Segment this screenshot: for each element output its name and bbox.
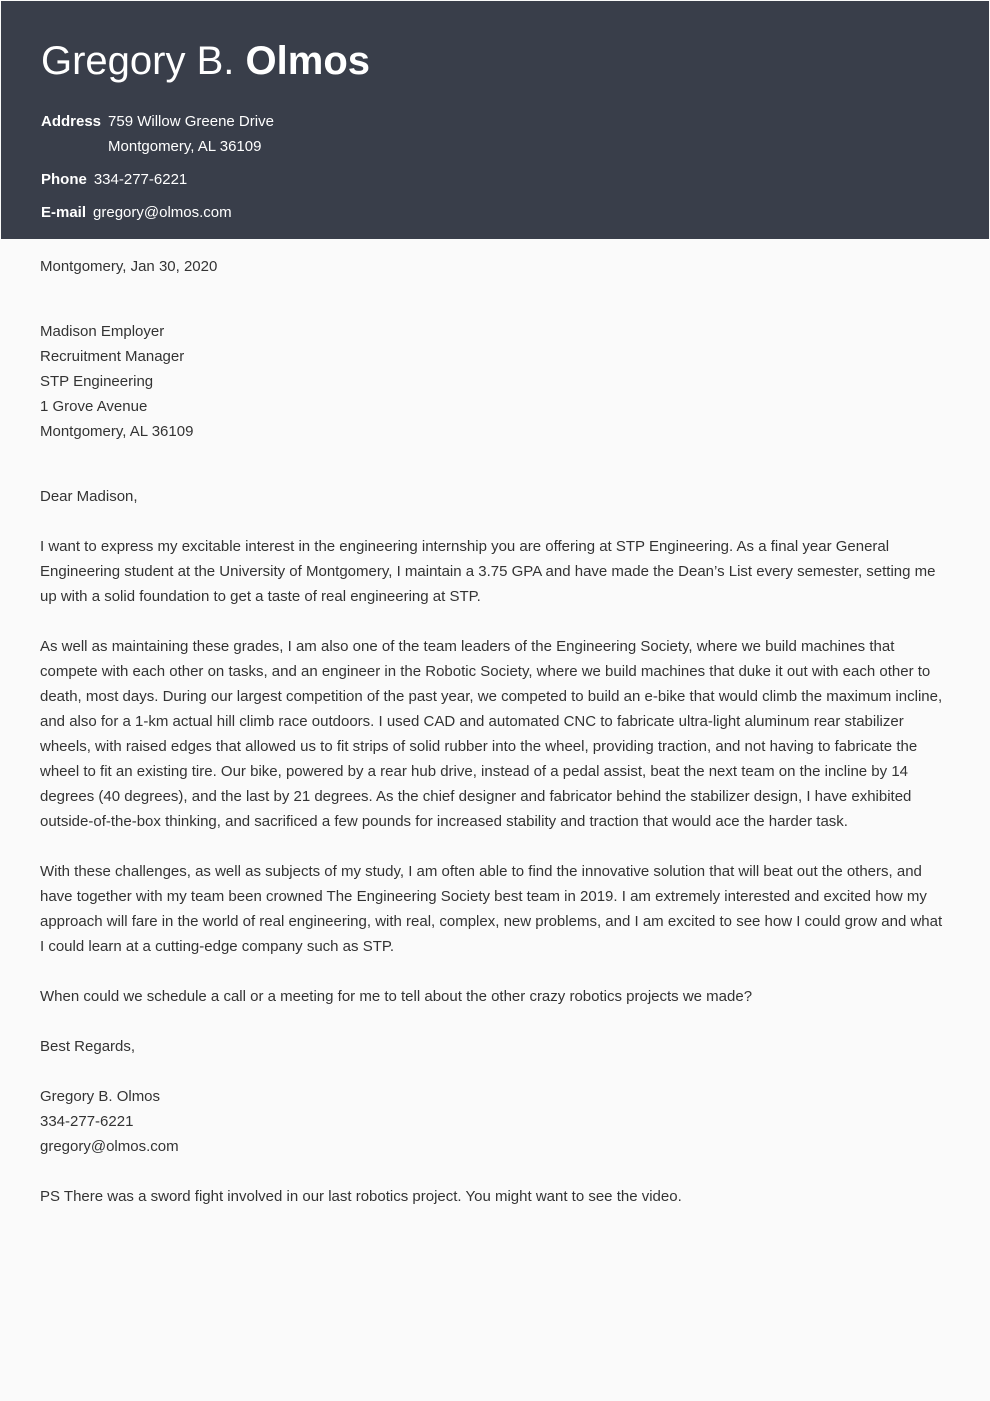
recipient-line: STP Engineering [40, 373, 154, 390]
salutation: Dear Madison, [40, 488, 138, 505]
postscript: PS There was a sword fight involved in our last robotics project. You might want to see the video. [40, 1188, 682, 1205]
email-label: E-mail [41, 204, 87, 221]
body-paragraph: When could we schedule a call or a meeting for me to tell about the other crazy robotics projects we made? [40, 988, 753, 1005]
signature-name: Gregory B. Olmos [40, 1088, 161, 1105]
phone-label: Phone [41, 171, 87, 188]
letter-date: Montgomery, Jan 30, 2020 [40, 258, 218, 275]
first-name: Gregory B. [41, 39, 235, 83]
signature-block [40, 1084, 950, 1159]
signature-email: gregory@olmos.com [40, 1138, 179, 1155]
recipient-line: Madison Employer [40, 323, 165, 340]
recipient-line: Recruitment Manager [40, 348, 185, 365]
address-line1: 759 Willow Greene Drive [108, 113, 274, 130]
phone-value: 334-277-6221 [93, 171, 188, 188]
recipient-block [40, 319, 950, 444]
recipient-line: Montgomery, AL 36109 [40, 423, 194, 440]
body-paragraph: With these challenges, as well as subjects of my study, I am often able to find the innovative solution that will beat out the others, and have together with my team been crowned The Engineering Society best team in 2019. I am extremely interested and excited how my approach will fare in the world of real engineering, with real, complex, new problems, and I am excited to see how I could grow and what I could learn at a cutting-edge company such as STP. [40, 863, 943, 955]
last-name: Olmos [245, 39, 371, 83]
closing: Best Regards, [40, 1038, 136, 1055]
address-line2: Montgomery, AL 36109 [108, 138, 262, 155]
body-paragraph: I want to express my excitable interest in the engineering internship you are offering at STP Engineering. As a final year General Engineering student at the University of Montgomery, I maintain a 3.75 GPA and have made the Dean’s List every semester, setting me up with a solid foundation to get a taste of real engineering at STP. [40, 538, 936, 605]
address-label: Address [41, 113, 102, 130]
signature-phone: 334-277-6221 [40, 1113, 134, 1130]
body-paragraph: As well as maintaining these grades, I am also one of the team leaders of the Engineering Society, where we build machines that compete with each other on tasks, and an engineer in the Robotic Society, where we build machines that duke it out with each other to death, most days. During our largest competition of the past year, we competed to build an e-bike that would climb the maximum incline, and also for a 1-km actual hill climb race outdoors. I used CAD and automated CNC to fabricate ultra-light aluminum rear stabilizer wheels, with raised edges that allowed us to fit strips of solid rubber into the wheel, providing traction, and not having to fabricate the wheel to fit an existing tire. Our bike, powered by a rear hub drive, instead of a pedal assist, beat the next team on the incline by 14 degrees (40 degrees), and the last by 21 degrees. As the chief designer and fabricator behind the stabilizer design, I have exhibited outside-of-the-box thinking, and sacrificed a few pounds for increased stability and traction that would ace the harder task. [40, 638, 943, 830]
recipient-line: 1 Grove Avenue [40, 398, 148, 415]
email-value[interactable]: gregory@olmos.com [93, 204, 232, 221]
